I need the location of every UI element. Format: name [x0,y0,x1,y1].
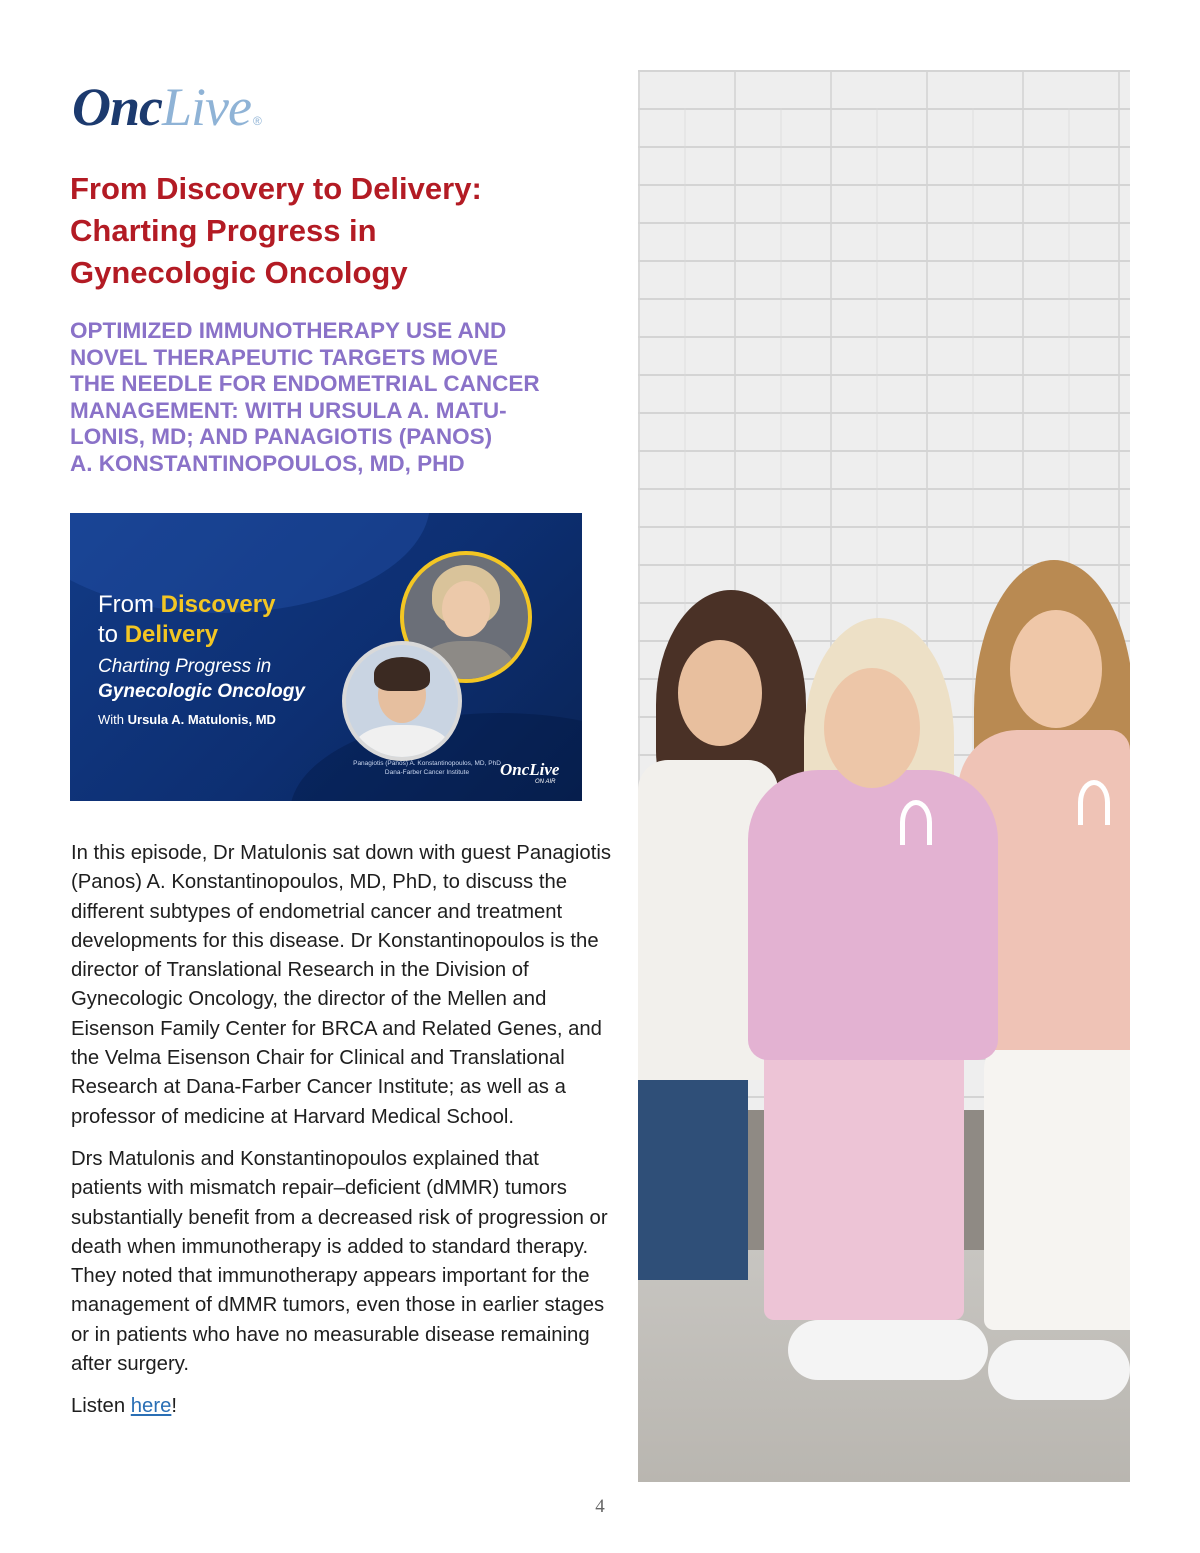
onclive-logo [72,76,262,136]
banner-line: Charting Progress in [98,656,272,677]
title-line: Charting Progress in [70,213,377,248]
article-subtitle [70,318,615,477]
paragraph: Drs Matulonis and Konstantinopoulos explained that patients with mismatch repair–deficient (dMMR) tumors substantially benefit from a decreased risk of progression or death when immunotherapy is added to standard therapy. They noted that immunotherapy appears important for the management of dMMR tumors, even those in earlier stages or in patients who have no measurable disease remaining after surgery. [71,1147,608,1376]
paragraph: In this episode, Dr Matulonis sat down with guest Panagiotis (Panos) A. Konstantinopoulos, MD, PhD, to discuss the different subtypes of endometrial cancer and treatment developments for this disease. Dr Konstantinopoulos is the director of Translational Research in the Division of Gynecologic Oncology, the director of the Mellen and Eisenson Family Center for BRCA and Related Genes, and the Velma Eisenson Chair for Clinical and Translational Research at Dana-Farber Cancer Institute; as well as a professor of medicine at Harvard Medical School. [71,842,611,1128]
article-title [70,168,610,294]
banner-line: Gynecologic Oncology [98,681,305,702]
guest-portrait [342,641,462,761]
subtitle-line: THE NEEDLE FOR ENDOMETRIAL CANCER [70,371,540,396]
logo-onc: Onc [72,77,162,137]
subtitle-line: OPTIMIZED IMMUNOTHERAPY USE AND [70,318,507,343]
title-line: Gynecologic Oncology [70,255,408,290]
subtitle-line: NOVEL THERAPEUTIC TARGETS MOVE [70,344,498,370]
article-body [71,839,611,1435]
page-number: 4 [595,1496,605,1517]
subtitle-line: LONIS, MD; AND PANAGIOTIS (PANOS) [70,424,493,449]
banner-logo-sub: ON AIR [535,779,556,785]
banner-credit: Panagiotis (Panos) A. Konstantinopoulos, MD, PhD Dana-Farber Cancer Institute [353,760,501,776]
podcast-banner-image[interactable] [70,513,582,801]
pink-ribbon-icon [1078,780,1110,825]
listen-line: Listen here! [71,1395,177,1418]
banner-logo: OncLive [500,760,560,779]
banner-line: From Discovery [98,591,276,618]
title-line: From Discovery to Delivery: [70,171,482,206]
women-group-photo [638,70,1130,1482]
listen-here-link[interactable]: here [130,1395,172,1418]
subtitle-line: MANAGEMENT: WITH URSULA A. MATU- [70,397,507,423]
logo-live: Live [162,77,251,137]
pink-ribbon-icon [900,800,932,845]
subtitle-line: A. KONSTANTINOPOULOS, MD, PHD [70,450,465,476]
banner-line: to Delivery [98,621,219,648]
logo-registered-mark: ® [252,114,262,128]
banner-line: With Ursula A. Matulonis, MD [98,712,276,727]
